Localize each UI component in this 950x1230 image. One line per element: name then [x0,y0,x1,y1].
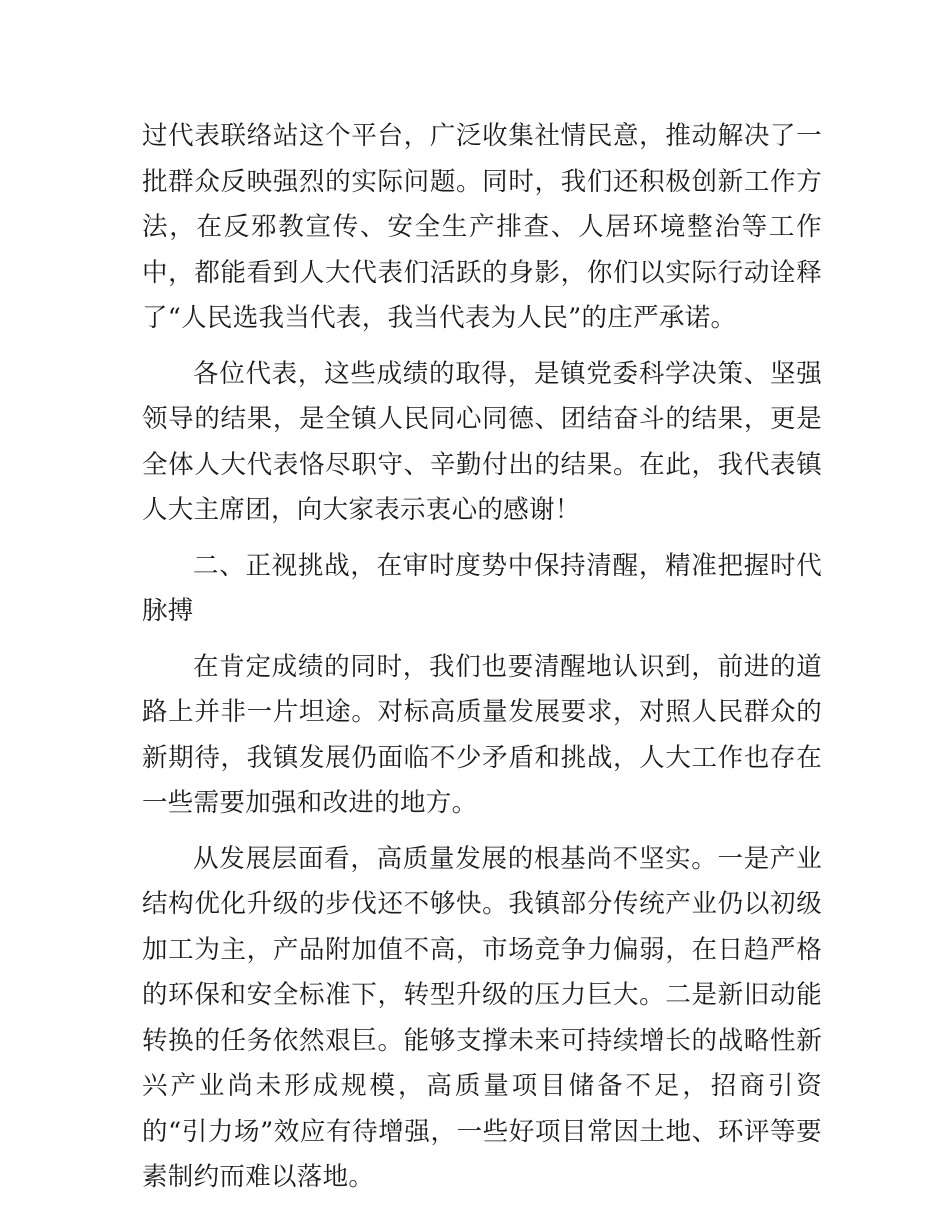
paragraph-continuation: 过代表联络站这个平台，广泛收集社情民意，推动解决了一批群众反映强烈的实际问题。同时，我们还积极创新工作方法，在反邪教宣传、安全生产排查、人居环境整治等工作中，都能看到人大代表们活跃的身影，你们以实际行动诠释了“人民选我当代表，我当代表为人民”的庄严承诺。 [142,121,822,333]
paragraph-development-level: 从发展层面看，高质量发展的根基尚不坚实。一是产业结构优化升级的步伐还不够快。我镇部分传统产业仍以初级加工为主，产品附加值不高，市场竞争力偏弱，在日趋严格的环保和安全标准下，转型升级的压力巨大。二是新旧动能转换的任务依然艰巨。能够支撑未来可持续增长的战略性新兴产业尚未形成规模，高质量项目储备不足，招商引资的“引力场”效应有待增强，一些好项目常因土地、环评等要素制约而难以落地。 [142,843,822,1192]
paragraph-challenges-intro: 在肯定成绩的同时，我们也要清醒地认识到，前进的道路上并非一片坦途。对标高质量发展要求，对照人民群众的新期待，我镇发展仍面临不少矛盾和挑战，人大工作也存在一些需要加强和改进的地方。 [142,651,822,818]
paragraph-thanks: 各位代表，这些成绩的取得，是镇党委科学决策、坚强领导的结果，是全镇人民同心同德、团结奋斗的结果，更是全体人大代表恪尽职守、辛勤付出的结果。在此，我代表镇人大主席团，向大家表示衷心的感谢！ [142,358,822,525]
document-body [142,114,822,1201]
section-heading: 二、正视挑战，在审时度势中保持清醒，精准把握时代脉搏 [142,550,822,626]
